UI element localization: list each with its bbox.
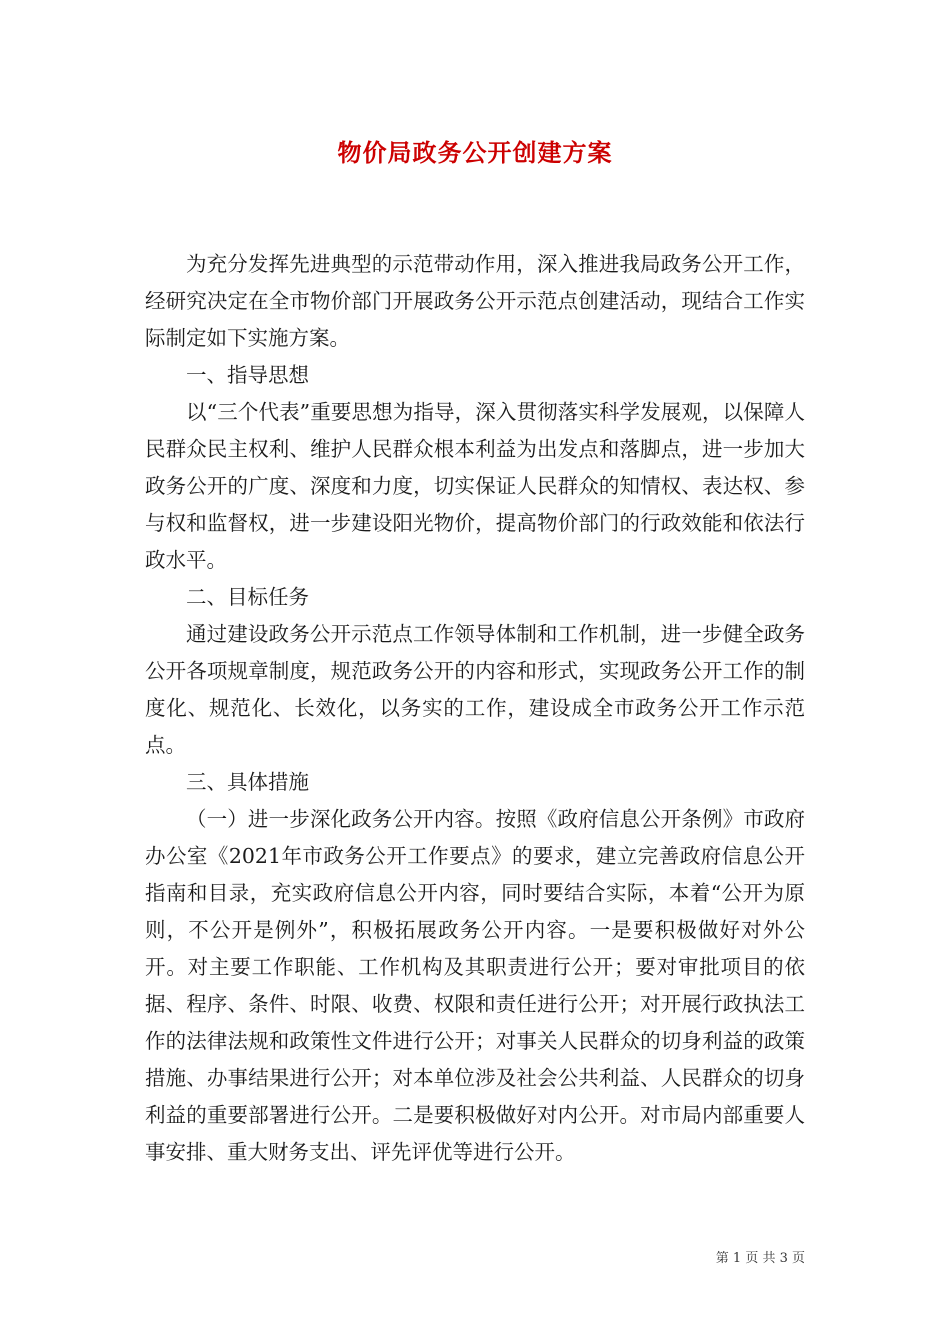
measures-paragraph-1: （一）进一步深化政务公开内容。按照《政府信息公开条例》市政府办公室《2021年市政务公开工作要点》的要求，建立完善政府信息公开指南和目录，充实政府信息公开内容，同时要结合实际，本着“公开为原则，不公开是例外”，积极拓展政务公开内容。一是要积极做好对外公开。对主要工作职能、工作机构及其职责进行公开；要对审批项目的依据、程序、条件、时限、收费、权限和责任进行公开；对开展行政执法工作的法律法规和政策性文件进行公开；对事关人民群众的切身利益的政策措施、办事结果进行公开；对本单位涉及社会公共利益、人民群众的切身利益的重要部署进行公开。二是要积极做好对内公开。对市局内部重要人事安排、重大财务支出、评先评优等进行公开。 — [145, 807, 805, 1164]
goals-paragraph: 通过建设政务公开示范点工作领导体制和工作机制，进一步健全政务公开各项规章制度，规范政务公开的内容和形式，实现政务公开工作的制度化、规范化、长效化，以务实的工作，建设成全市政务公开工作示范点。 — [145, 622, 805, 757]
document-title: 物价局政务公开创建方案 — [337, 138, 613, 167]
section-heading-guiding-thought: 一、指导思想 — [186, 363, 309, 387]
section-heading-goals: 二、目标任务 — [186, 585, 309, 609]
guiding-thought-paragraph: 以“三个代表”重要思想为指导，深入贯彻落实科学发展观，以保障人民群众民主权利、维护人民群众根本利益为出发点和落脚点，进一步加大政务公开的广度、深度和力度，切实保证人民群众的知情权、表达权、参与权和监督权，进一步建设阳光物价，提高物价部门的行政效能和依法行政水平。 — [145, 400, 805, 572]
document-body — [145, 246, 805, 1171]
intro-paragraph: 为充分发挥先进典型的示范带动作用，深入推进我局政务公开工作，经研究决定在全市物价部门开展政务公开示范点创建活动，现结合工作实际制定如下实施方案。 — [145, 252, 805, 350]
section-heading-measures: 三、具体措施 — [186, 770, 309, 794]
page-number-footer: 第 1 页 共 3 页 — [715, 1251, 805, 1266]
